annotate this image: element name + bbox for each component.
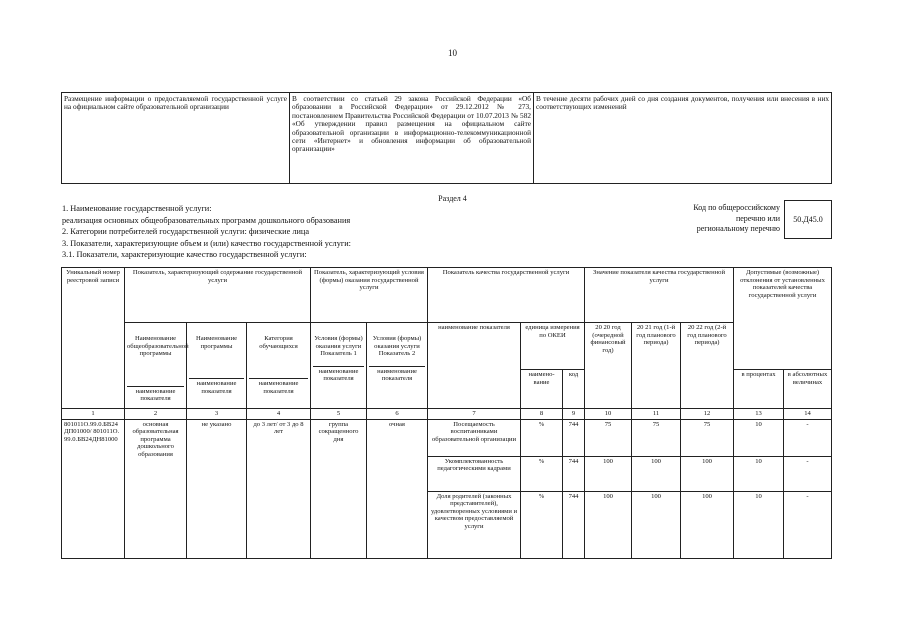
- record-category: до 3 лет/ от 3 до 8 лет: [247, 419, 311, 558]
- row-v3: 100: [681, 491, 734, 558]
- row-v2: 100: [632, 456, 681, 491]
- h-unit: единица измерения по ОКЕИ: [521, 323, 585, 370]
- line-1: 1. Наименование государственной услуги:: [62, 204, 212, 213]
- h-content: Показатель, характеризующий содержание государственной услуги: [125, 268, 311, 323]
- row-unit: %: [521, 419, 563, 456]
- record-prog-name: не указано: [187, 419, 247, 558]
- col-num: 5: [311, 409, 367, 420]
- col-num: 6: [367, 409, 428, 420]
- h-category: Категория обучающихся наименование показателя: [247, 323, 311, 409]
- row-abs: -: [784, 419, 832, 456]
- quality-table: [61, 267, 832, 559]
- h-cond2: Условия (формы) оказания услуги Показатель 2 наименование показателя: [367, 323, 428, 409]
- record-cond1: группа сокращенного дня: [311, 419, 367, 558]
- info-col2: В соответствии со статьей 29 закона Российской Федерации «Об образовании в Российской Федерации» от 29.12.2012 № 273, постановлением Правительства Российской Федерации от 10.07.2013 № 582 «Об утверждении правил размещения на официальном сайте образовательной организации в информационно-телекоммуникационной сети «Интернет» и обновления информации об образовательной организации»: [290, 93, 534, 184]
- row-v1: 100: [585, 491, 632, 558]
- h-unit-code: код: [563, 370, 585, 409]
- col-num: 11: [632, 409, 681, 420]
- row-pct: 10: [734, 419, 784, 456]
- row-unit: %: [521, 456, 563, 491]
- record-cond2: очная: [367, 419, 428, 558]
- code-label: [656, 203, 780, 235]
- h-unit-name: наимено-вание: [521, 370, 563, 409]
- h-program: Наименование общеобразовательной программы наименование показателя: [125, 323, 187, 409]
- h-percent: в процентах: [734, 370, 784, 409]
- page-number: 10: [448, 48, 457, 58]
- row-v3: 75: [681, 419, 734, 456]
- h-quality: Показатель качества государственной услуги: [428, 268, 585, 323]
- row-abs: -: [784, 491, 832, 558]
- h-indicator-name: наименование показателя: [428, 323, 521, 409]
- row-abs: -: [784, 456, 832, 491]
- row-v1: 75: [585, 419, 632, 456]
- h-year1: 20 20 год (очередной финансовый год): [585, 323, 632, 409]
- row-code: 744: [563, 491, 585, 558]
- col-num: 9: [563, 409, 585, 420]
- h-values: Значение показателя качества государственной услуги: [585, 268, 734, 323]
- h-deviation: Допустимые (возможные) отклонения от установленных показателей качества государственной услуги: [734, 268, 832, 370]
- col-num: 7: [428, 409, 521, 420]
- row-name: Укомплектованность педагогическими кадрами: [428, 456, 521, 491]
- h-prog-name: Наименование программы наименование показателя: [187, 323, 247, 409]
- info-table: [61, 92, 832, 184]
- h-year2: 20 21 год (1-й год планового периода): [632, 323, 681, 409]
- h-record-id: Уникальный номер реестровой записи: [62, 268, 125, 409]
- row-code: 744: [563, 419, 585, 456]
- col-num: 12: [681, 409, 734, 420]
- section-title: Раздел 4: [438, 194, 467, 203]
- col-num: 4: [247, 409, 311, 420]
- h-year3: 20 22 год (2-й год планового периода): [681, 323, 734, 409]
- row-v1: 100: [585, 456, 632, 491]
- col-num: 10: [585, 409, 632, 420]
- row-pct: 10: [734, 491, 784, 558]
- code-value-box: 50.Д45.0: [784, 200, 832, 239]
- h-conditions: Показатель, характеризующий условия (формы) оказания государственной услуги: [311, 268, 428, 323]
- col-num: 1: [62, 409, 125, 420]
- code-label-3: региональному перечню: [696, 224, 780, 233]
- row-code: 744: [563, 456, 585, 491]
- h-cond1: Условия (формы) оказания услуги Показатель 1 наименование показателя: [311, 323, 367, 409]
- row-v2: 100: [632, 491, 681, 558]
- line-2: реализация основных общеобразовательных программ дошкольного образования: [62, 215, 351, 225]
- record-id: 801011О.99.0.БВ24ДП01000/ 801011О.99.0.БВ24ДН81000: [62, 419, 125, 558]
- info-col1: Размещение информации о предоставляемой государственной услуге на официальном сайте образовательной организации: [62, 93, 290, 184]
- col-num: 14: [784, 409, 832, 420]
- col-num: 2: [125, 409, 187, 420]
- row-name: Посещаемость воспитанниками образовательной организации: [428, 419, 521, 456]
- code-label-2: перечню или: [735, 213, 780, 223]
- row-name: Доля родителей (законных представителей), удовлетворенных условиями и качеством предоставляемой услуги: [428, 491, 521, 558]
- row-unit: %: [521, 491, 563, 558]
- record-program: основная образовательная программа дошкольного образования: [125, 419, 187, 558]
- code-label-1: Код по общероссийскому: [693, 203, 780, 212]
- line-5: 3.1. Показатели, характеризующие качество государственной услуги:: [62, 250, 307, 259]
- col-num: 13: [734, 409, 784, 420]
- service-description: [62, 203, 351, 261]
- row-v3: 100: [681, 456, 734, 491]
- col-num: 3: [187, 409, 247, 420]
- info-col3: В течение десяти рабочих дней со дня создания документов, получения или внесения в них соответствующих изменений: [534, 93, 832, 184]
- line-4: 3. Показатели, характеризующие объем и (или) качество государственной услуги:: [62, 238, 351, 248]
- row-v2: 75: [632, 419, 681, 456]
- line-3: 2. Категории потребителей государственной услуги: физические лица: [62, 227, 310, 236]
- row-pct: 10: [734, 456, 784, 491]
- col-num: 8: [521, 409, 563, 420]
- h-absolute: в абсолютных величинах: [784, 370, 832, 409]
- table-row: [62, 419, 832, 456]
